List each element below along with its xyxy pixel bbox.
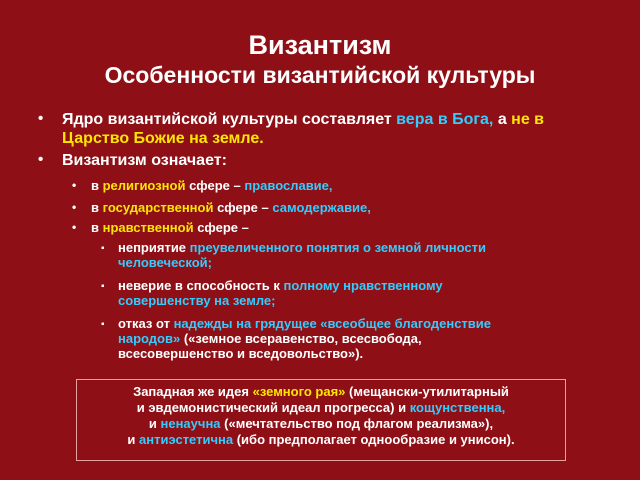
note-line-3-part-1: и xyxy=(148,416,161,431)
sub-bullet-marker: • xyxy=(72,200,77,214)
sub-bullet-3-part-3: сфере – xyxy=(193,220,249,235)
sub-sub-bullet-1-line-2: человеческой; xyxy=(118,255,212,270)
sub-sub-bullet-2-part-1: неверие в способность к xyxy=(118,278,284,293)
sub-bullet-1-part-2: религиозной xyxy=(102,178,186,193)
sub-bullet-3-part-1: в xyxy=(91,220,103,235)
bullet-1-part-3: а xyxy=(493,111,512,128)
sub-sub-bullet-marker: ▪ xyxy=(101,319,105,330)
sub-bullet-2-part-3: сфере – xyxy=(213,200,273,215)
bullet-1-line-2: Царство Божие на земле. xyxy=(62,130,264,147)
note-line-3 xyxy=(77,416,565,432)
sub-bullet-3-part-2: нравственной xyxy=(102,220,194,235)
bullet-1-part-4: не в xyxy=(511,111,545,128)
bullet-1 xyxy=(62,110,607,148)
bullet-marker: • xyxy=(38,110,44,127)
sub-bullet-1 xyxy=(91,178,611,194)
sub-sub-bullet-3-line-3: всесовершенство и вседовольство»). xyxy=(118,346,364,361)
bullet-2 xyxy=(62,151,607,170)
note-line-2-part-1: и эвдемонистический идеал прогресса) и xyxy=(136,400,410,415)
note-line-2 xyxy=(77,400,565,416)
sub-bullet-marker: • xyxy=(72,178,77,192)
sub-sub-bullet-1 xyxy=(118,240,598,270)
note-line-3-part-2: ненаучна xyxy=(160,416,221,431)
sub-sub-bullet-3-line-2a: народов» xyxy=(118,331,181,346)
sub-sub-bullet-marker: ▪ xyxy=(101,281,105,292)
slide-subtitle: Особенности византийской культуры xyxy=(104,62,536,88)
sub-bullet-1-part-1: в xyxy=(91,178,103,193)
bullet-2-text: Византизм означает: xyxy=(62,152,227,169)
sub-sub-bullet-1-part-2: преувеличенного понятия о земной личности xyxy=(189,240,486,255)
sub-bullet-2-part-2: государственной xyxy=(102,200,214,215)
bullet-1-part-2: вера в Бога, xyxy=(396,111,494,128)
note-line-1 xyxy=(77,384,565,400)
note-line-1-part-3: (мещански-утилитарный xyxy=(345,384,509,399)
sub-bullet-1-part-4: православие, xyxy=(244,178,333,193)
sub-sub-bullet-marker: ▪ xyxy=(101,243,105,254)
sub-sub-bullet-3 xyxy=(118,316,598,361)
sub-sub-bullet-2 xyxy=(118,278,598,308)
sub-sub-bullet-2-line-2: совершенству на земле; xyxy=(118,293,276,308)
sub-sub-bullet-3-part-2: надежды на грядущее «всеобщее благоденствие xyxy=(173,316,492,331)
note-line-2-part-2: кощунственна, xyxy=(409,400,506,415)
note-line-4-part-2: антиэстетична xyxy=(139,432,234,447)
note-line-4-part-1: и xyxy=(127,432,140,447)
note-line-4 xyxy=(77,432,565,448)
sub-bullet-2-part-4: самодержавие, xyxy=(272,200,371,215)
bullet-marker: • xyxy=(38,151,44,168)
sub-sub-bullet-3-line-2b: («земное всеравенство, всесвобода, xyxy=(180,331,422,346)
slide-title: Византизм xyxy=(248,30,392,60)
sub-sub-bullet-1-part-1: неприятие xyxy=(118,240,190,255)
bullet-1-part-1: Ядро византийской культуры составляет xyxy=(62,111,397,128)
note-line-4-part-3: (ибо предполагает однообразие и унисон). xyxy=(233,432,515,447)
note-line-1-part-1: Западная же идея xyxy=(133,384,253,399)
note-line-1-part-2: «земного рая» xyxy=(252,384,346,399)
sub-bullet-2 xyxy=(91,200,611,216)
sub-bullet-2-part-1: в xyxy=(91,200,103,215)
sub-bullet-1-part-3: сфере – xyxy=(185,178,245,193)
note-line-3-part-3: («мечтательство под флагом реализма»), xyxy=(220,416,494,431)
sub-bullet-marker: • xyxy=(72,220,77,234)
sub-sub-bullet-2-part-2: полному нравственному xyxy=(283,278,443,293)
sub-bullet-3 xyxy=(91,220,611,236)
sub-sub-bullet-3-part-1: отказ от xyxy=(118,316,174,331)
note-box xyxy=(76,379,566,461)
